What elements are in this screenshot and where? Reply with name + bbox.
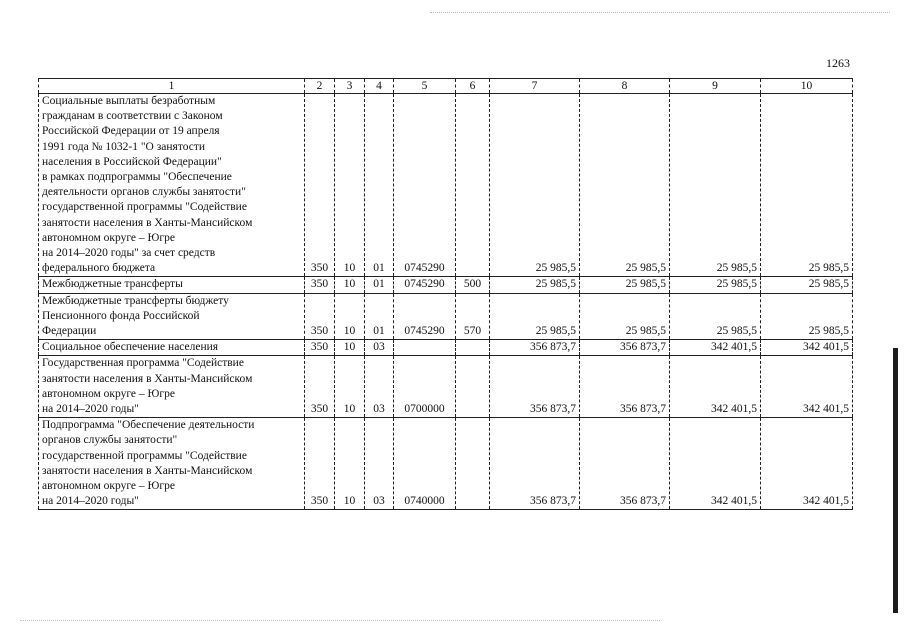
budget-table	[38, 78, 853, 510]
row-subsection-code: 01	[365, 94, 394, 277]
row-expense-type	[456, 356, 490, 418]
row-admin-code: 350	[305, 277, 335, 293]
row-amount-col8: 25 985,5	[580, 277, 670, 293]
row-target-code	[394, 340, 456, 356]
row-subsection-code: 01	[365, 277, 394, 293]
row-name: Межбюджетные трансферты бюджету Пенсионного фонда Российской Федерации	[39, 293, 305, 340]
row-amount-col8: 356 873,7	[580, 340, 670, 356]
header-col-8: 8	[580, 79, 670, 94]
row-amount-col9: 25 985,5	[670, 293, 761, 340]
row-target-code: 0700000	[394, 356, 456, 418]
row-section-code: 10	[335, 293, 365, 340]
table-row	[39, 340, 853, 356]
table-header	[39, 79, 853, 94]
row-expense-type	[456, 94, 490, 277]
row-subsection-code: 01	[365, 293, 394, 340]
row-target-code: 0740000	[394, 418, 456, 510]
row-target-code: 0745290	[394, 277, 456, 293]
row-amount-col7: 356 873,7	[490, 418, 580, 510]
row-amount-col10: 25 985,5	[761, 94, 853, 277]
table-row	[39, 418, 853, 510]
header-row	[39, 79, 853, 94]
header-col-7: 7	[490, 79, 580, 94]
row-amount-col10: 342 401,5	[761, 356, 853, 418]
row-amount-col8: 25 985,5	[580, 94, 670, 277]
row-section-code: 10	[335, 277, 365, 293]
row-amount-col9: 342 401,5	[670, 418, 761, 510]
header-col-2: 2	[305, 79, 335, 94]
header-col-1: 1	[39, 79, 305, 94]
row-subsection-code: 03	[365, 418, 394, 510]
row-expense-type: 500	[456, 277, 490, 293]
row-section-code: 10	[335, 418, 365, 510]
row-admin-code: 350	[305, 418, 335, 510]
row-amount-col10: 342 401,5	[761, 418, 853, 510]
scan-noise-bottom	[20, 620, 660, 623]
scan-noise-top	[430, 12, 890, 15]
table-body	[39, 94, 853, 510]
row-amount-col9: 25 985,5	[670, 94, 761, 277]
row-target-code: 0745290	[394, 293, 456, 340]
header-col-10: 10	[761, 79, 853, 94]
row-amount-col8: 25 985,5	[580, 293, 670, 340]
row-amount-col10: 342 401,5	[761, 340, 853, 356]
scan-edge-bar	[893, 348, 898, 613]
row-subsection-code: 03	[365, 340, 394, 356]
row-section-code: 10	[335, 94, 365, 277]
row-expense-type: 570	[456, 293, 490, 340]
page-number: 1263	[826, 56, 850, 70]
header-col-4: 4	[365, 79, 394, 94]
row-amount-col8: 356 873,7	[580, 418, 670, 510]
table-row	[39, 293, 853, 340]
row-name: Социальное обеспечение населения	[39, 340, 305, 356]
header-col-5: 5	[394, 79, 456, 94]
row-amount-col7: 356 873,7	[490, 340, 580, 356]
row-amount-col9: 25 985,5	[670, 277, 761, 293]
row-amount-col7: 25 985,5	[490, 94, 580, 277]
table-row	[39, 277, 853, 293]
row-amount-col7: 356 873,7	[490, 356, 580, 418]
table-row	[39, 356, 853, 418]
row-admin-code: 350	[305, 356, 335, 418]
row-expense-type	[456, 418, 490, 510]
row-name: Социальные выплаты безработным гражданам в соответствии с Законом Российской Федерации от 19 апреля 1991 года № 1032-1 "О занятости населения в Российской Федерации" в рамках подпрограммы "Обеспечение деятельности органов службы занятости" государственной программы "Содействие занятости населения в Ханты-Мансийском автономном округе – Югре на 2014–2020 годы" за счет средств федерального бюджета	[39, 94, 305, 277]
row-admin-code: 350	[305, 94, 335, 277]
row-target-code: 0745290	[394, 94, 456, 277]
row-section-code: 10	[335, 356, 365, 418]
row-amount-col9: 342 401,5	[670, 340, 761, 356]
row-name: Подпрограмма "Обеспечение деятельности органов службы занятости" государственной программы "Содействие занятости населения в Ханты-Мансийском автономном округе – Югре на 2014–2020 годы"	[39, 418, 305, 510]
row-amount-col8: 356 873,7	[580, 356, 670, 418]
row-amount-col7: 25 985,5	[490, 293, 580, 340]
row-amount-col9: 342 401,5	[670, 356, 761, 418]
table-row	[39, 94, 853, 277]
header-col-6: 6	[456, 79, 490, 94]
header-col-3: 3	[335, 79, 365, 94]
header-col-9: 9	[670, 79, 761, 94]
row-admin-code: 350	[305, 340, 335, 356]
row-name: Межбюджетные трансферты	[39, 277, 305, 293]
row-amount-col10: 25 985,5	[761, 277, 853, 293]
row-name: Государственная программа "Содействие занятости населения в Ханты-Мансийском автономном округе – Югре на 2014–2020 годы"	[39, 356, 305, 418]
row-subsection-code: 03	[365, 356, 394, 418]
row-amount-col10: 25 985,5	[761, 293, 853, 340]
row-admin-code: 350	[305, 293, 335, 340]
row-expense-type	[456, 340, 490, 356]
row-section-code: 10	[335, 340, 365, 356]
row-amount-col7: 25 985,5	[490, 277, 580, 293]
